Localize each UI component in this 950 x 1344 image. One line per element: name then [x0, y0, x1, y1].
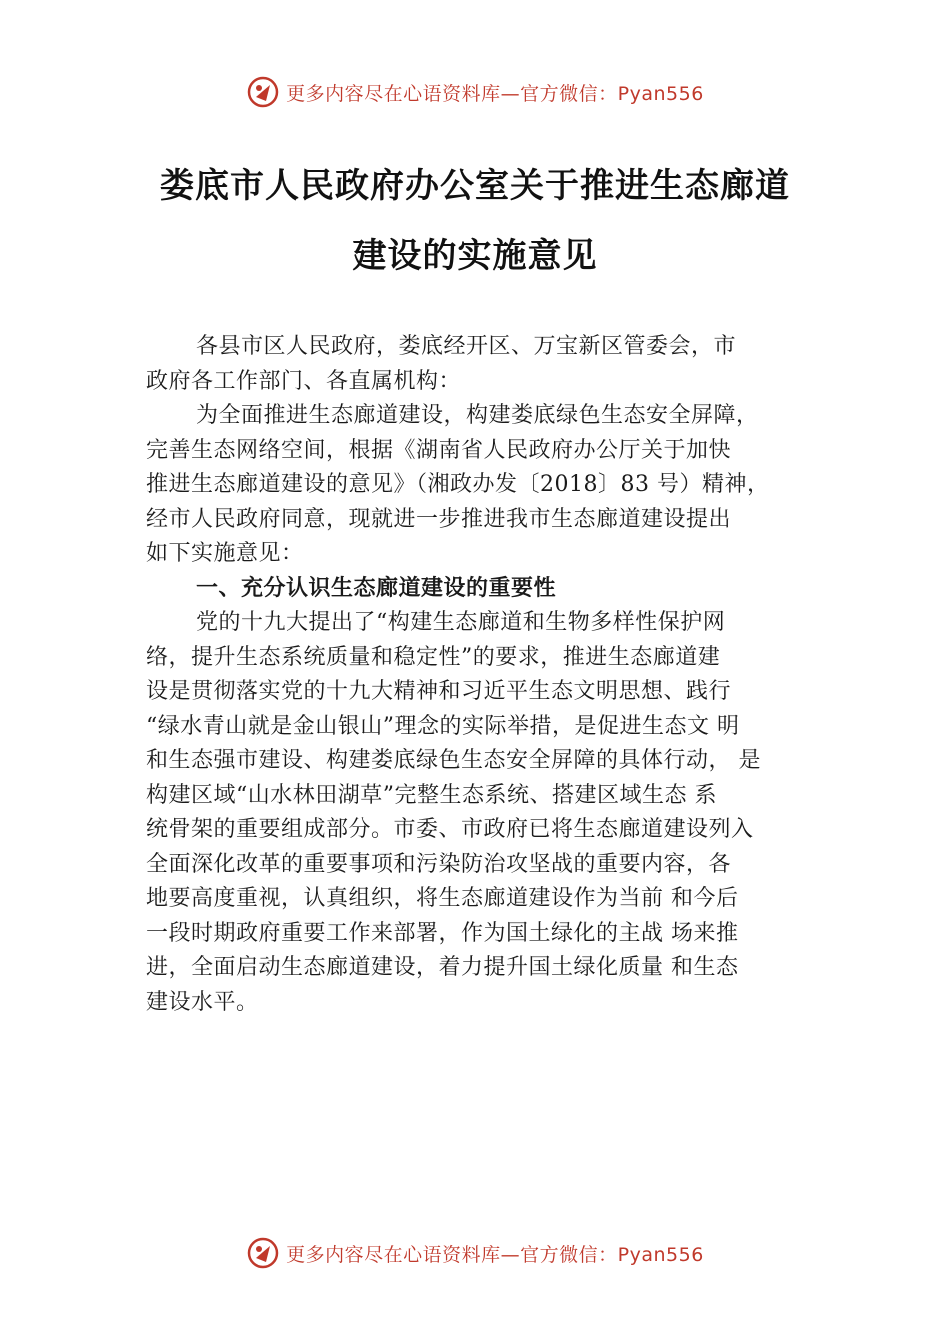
body-line: 经市人民政府同意，现就进一步推进我市生态廊道建设提出: [146, 506, 732, 532]
library-logo-icon: [246, 1236, 280, 1270]
body-line: 推进生态廊道建设的意见》（湘政办发〔2018〕83 号）精神，: [146, 472, 770, 497]
body-line: 一段时期政府重要工作来部署，作为国土绿化的主战 场来推: [146, 920, 739, 946]
document-title-line-1: 娄底市人民政府办公室关于推进生态廊道: [160, 166, 790, 206]
body-line: “绿水青山就是金山银山”理念的实际举措，是促进生态文 明: [146, 713, 740, 739]
header-banner: [0, 72, 950, 112]
body-line: 政府各工作部门、各直属机构：: [146, 368, 462, 394]
body-line: 党的十九大提出了“构建生态廊道和生物多样性保护网: [196, 610, 726, 635]
body-line: 构建区域“山水林田湖草”完整生态系统、搭建区域生态 系: [146, 782, 717, 808]
banner-text: 更多内容尽在心语资料库—官方微信：Pyan556: [286, 1243, 704, 1266]
banner-text: 更多内容尽在心语资料库—官方微信：Pyan556: [286, 82, 704, 105]
section-heading: 一、充分认识生态廊道建设的重要性: [196, 575, 557, 601]
body-line: 设是贯彻落实党的十九大精神和习近平生态文明思想、践行: [146, 679, 732, 704]
document-body: [146, 330, 836, 1020]
body-line: 各县市区人民政府，娄底经开区、万宝新区管委会，市: [196, 334, 737, 359]
body-line: 络，提升生态系统质量和稳定性”的要求，推进生态廊道建: [146, 644, 721, 670]
body-line: 建设水平。: [146, 989, 259, 1015]
document-title-line-2: 建设的实施意见: [352, 236, 598, 276]
body-line: 为全面推进生态廊道建设，构建娄底绿色生态安全屏障，: [196, 403, 759, 428]
body-line: 进，全面启动生态廊道建设，着力提升国土绿化质量 和生态: [146, 955, 739, 980]
body-line: 统骨架的重要组成部分。市委、市政府已将生态廊道建设列入: [146, 817, 754, 842]
footer-banner: [0, 1233, 950, 1273]
body-line: 和生态强市建设、构建娄底绿色生态安全屏障的具体行动， 是: [146, 748, 761, 773]
body-line: 地要高度重视，认真组织，将生态廊道建设作为当前 和今后: [146, 886, 739, 911]
body-line: 如下实施意见：: [146, 541, 304, 566]
library-logo-icon: [246, 75, 280, 109]
body-line: 完善生态网络空间，根据《湖南省人民政府办公厅关于加快: [146, 437, 732, 463]
body-line: 全面深化改革的重要事项和污染防治攻坚战的重要内容，各: [146, 851, 732, 877]
